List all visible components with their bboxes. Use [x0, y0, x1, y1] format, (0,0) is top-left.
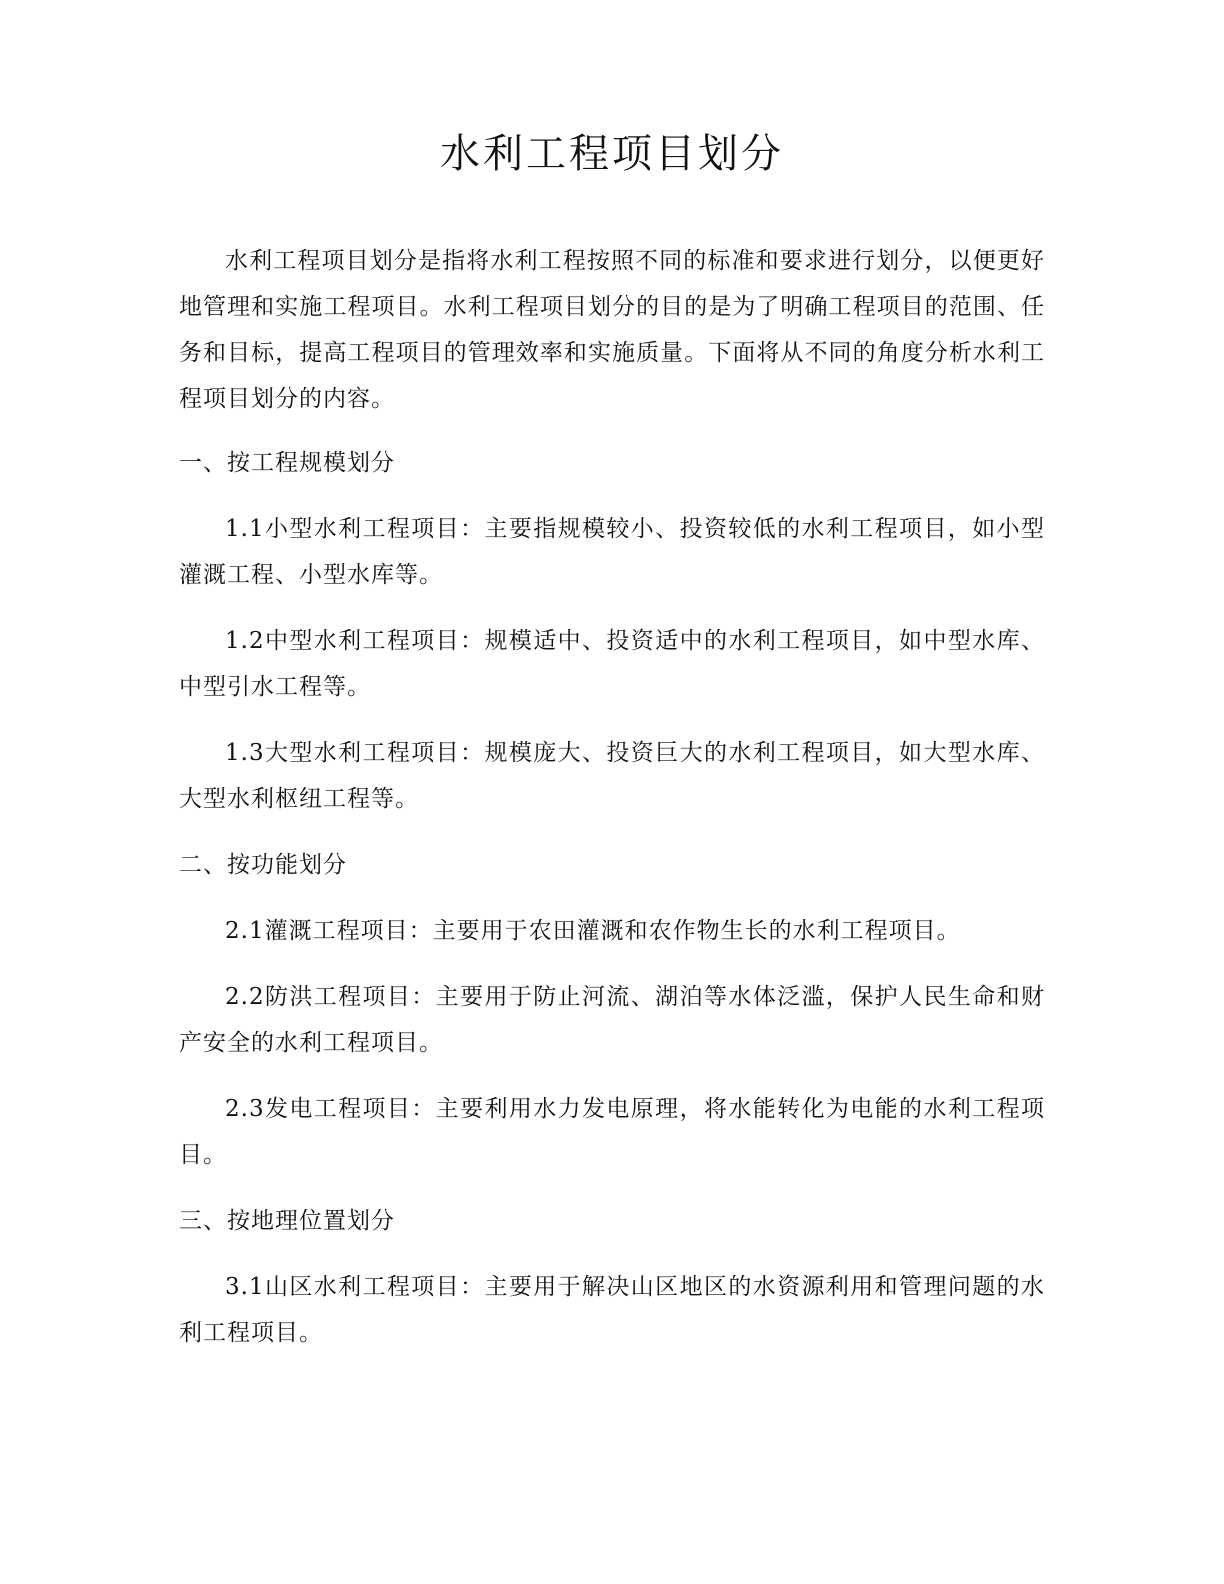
- section-item: 1.3大型水利工程项目：规模庞大、投资巨大的水利工程项目，如大型水库、大型水利枢纽工程等。: [179, 740, 1045, 812]
- section-heading: 二、按功能划分: [179, 852, 347, 878]
- section-item: 1.2中型水利工程项目：规模适中、投资适中的水利工程项目，如中型水库、中型引水工程等。: [179, 628, 1045, 700]
- section-location: [179, 1198, 1045, 1356]
- section-item: 2.2防洪工程项目：主要用于防止河流、湖泊等水体泛滥，保护人民生命和财产安全的水利工程项目。: [179, 984, 1045, 1056]
- document-body: [179, 238, 1045, 1376]
- section-function: [179, 842, 1045, 1178]
- document-title: 水利工程项目划分: [440, 131, 784, 177]
- section-item: 2.3发电工程项目：主要利用水力发电原理，将水能转化为电能的水利工程项目。: [179, 1096, 1045, 1168]
- section-item: 3.1山区水利工程项目：主要用于解决山区地区的水资源利用和管理问题的水利工程项目。: [179, 1274, 1045, 1346]
- section-scale: [179, 440, 1045, 822]
- intro-paragraph: 水利工程项目划分是指将水利工程按照不同的标准和要求进行划分，以便更好地管理和实施工程项目。水利工程项目划分的目的是为了明确工程项目的范围、任务和目标，提高工程项目的管理效率和实施质量。下面将从不同的角度分析水利工程项目划分的内容。: [179, 248, 1045, 412]
- section-item: 1.1小型水利工程项目：主要指规模较小、投资较低的水利工程项目，如小型灌溉工程、小型水库等。: [179, 516, 1045, 588]
- section-heading: 一、按工程规模划分: [179, 450, 395, 476]
- section-item: 2.1灌溉工程项目：主要用于农田灌溉和农作物生长的水利工程项目。: [225, 918, 961, 944]
- section-heading: 三、按地理位置划分: [179, 1208, 395, 1234]
